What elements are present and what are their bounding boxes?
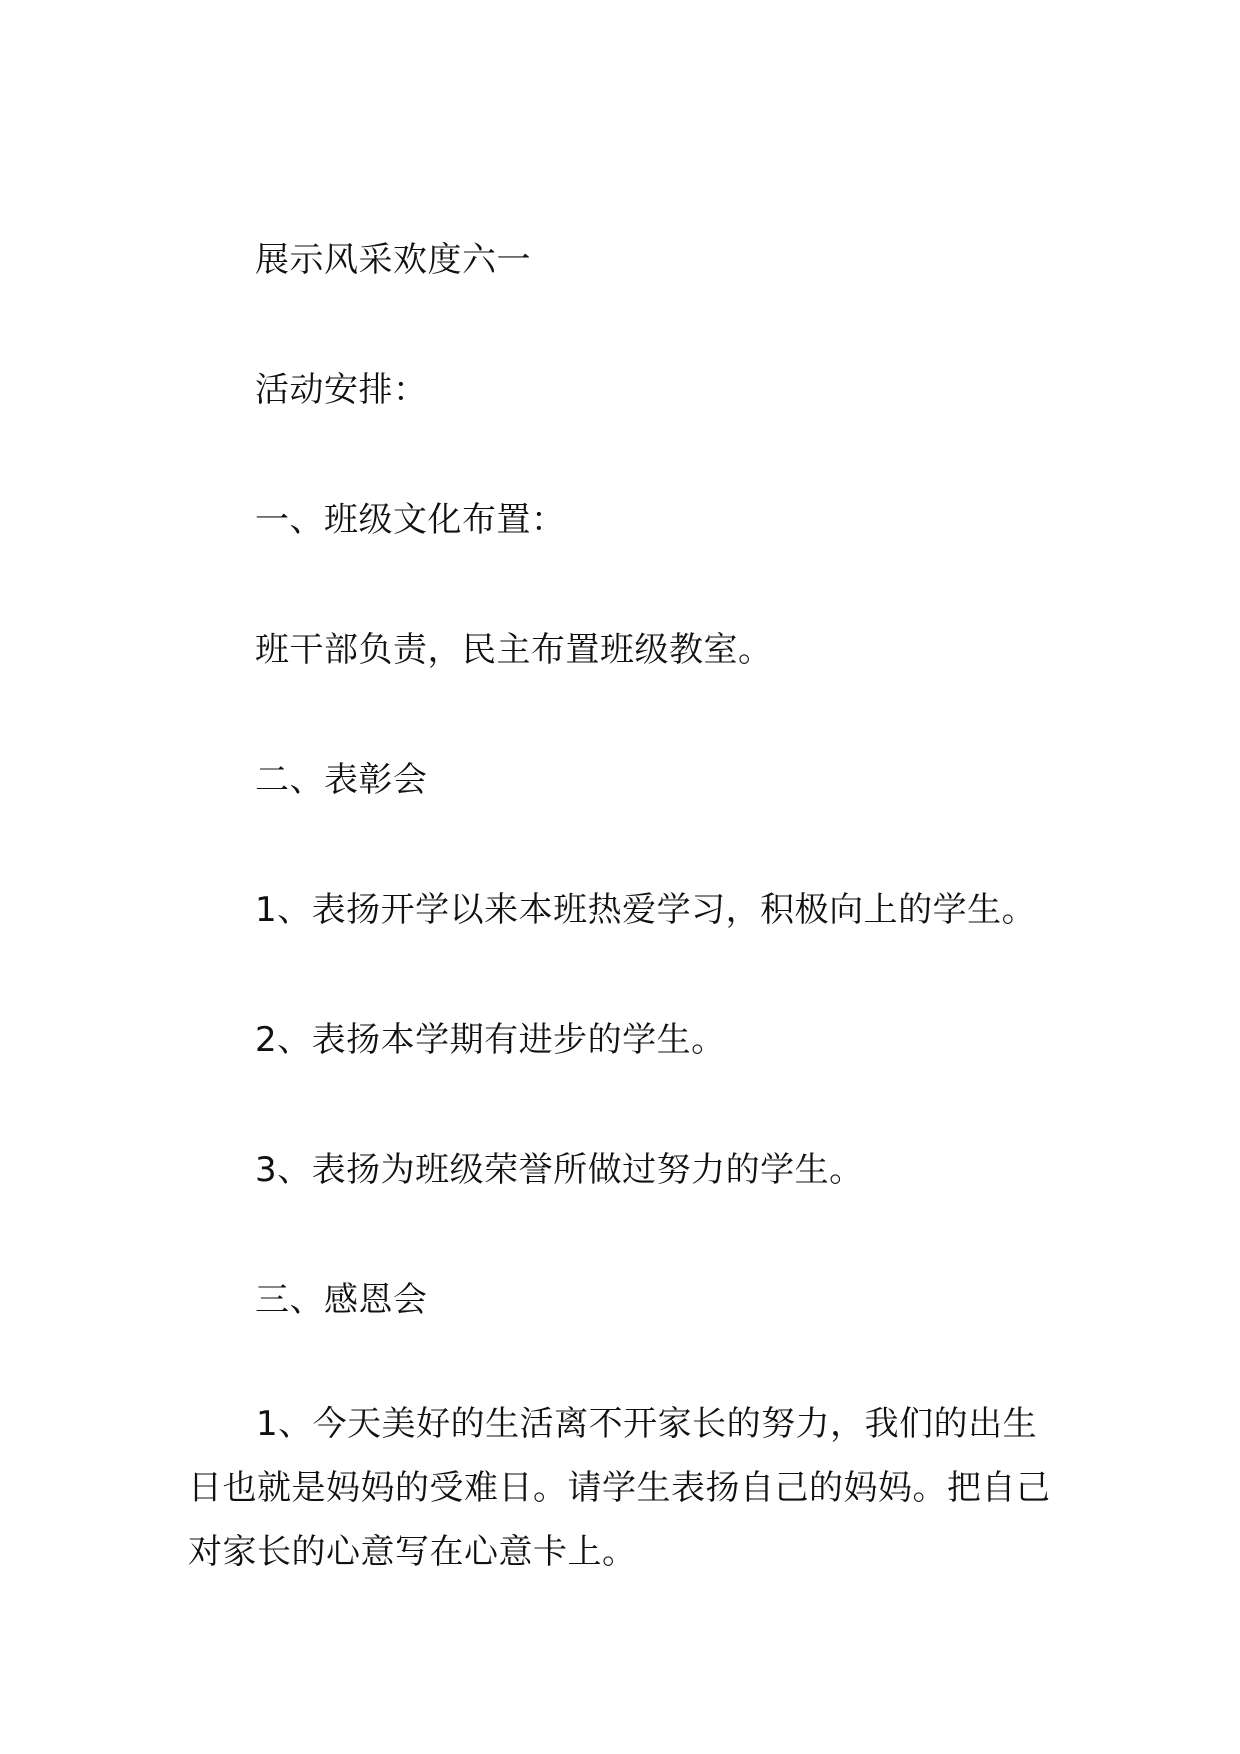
document-title: 展示风采欢度六一 xyxy=(255,240,531,280)
section-3-heading: 三、感恩会 xyxy=(255,1280,428,1320)
section-2-item-2: 2、表扬本学期有进步的学生。 xyxy=(255,1020,726,1060)
section-2-heading: 二、表彰会 xyxy=(255,760,428,800)
section-1-text: 班干部负责，民主布置班级教室。 xyxy=(255,630,773,670)
section-1-heading: 一、班级文化布置： xyxy=(255,500,566,540)
section-3-paragraph: 1、今天美好的生活离不开家长的努力，我们的出生日也就是妈妈的受难日。请学生表扬自己的妈妈。把自己对家长的心意写在心意卡上。 xyxy=(188,1404,1051,1572)
section-2-item-3: 3、表扬为班级荣誉所做过努力的学生。 xyxy=(255,1150,864,1190)
section-2-item-1: 1、表扬开学以来本班热爱学习，积极向上的学生。 xyxy=(255,890,1037,930)
arrangement-heading: 活动安排： xyxy=(255,370,428,410)
